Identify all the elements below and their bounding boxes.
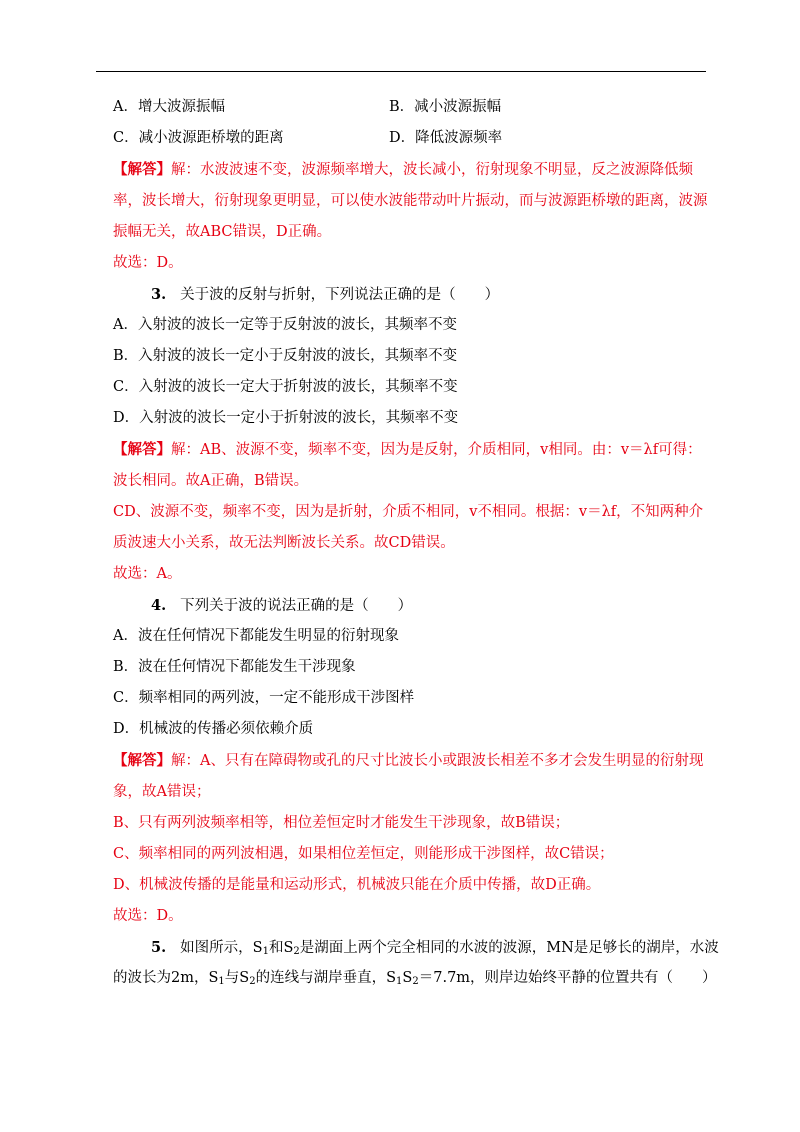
q3-stem-text: 关于波的反射与折射，下列说法正确的是（ ） [180,287,500,303]
q2-answer-text: 解：水波波速不变，波源频率增大，波长减小，衍射现象不明显，反之波源降低频率，波长增大，衍射现象更明显，可以使水波能带动叶片振动，而与波源距桥墩的距离，波源振幅无关，故ABC错误，D正确。 [113,162,708,240]
document-page [113,92,719,994]
q5-text: 如图所示，S [180,940,263,956]
q3-option-c[interactable]: C．入射波的波长一定大于折射波的波长，其频率不变 [113,379,458,395]
q4-answer-b: B、只有两列波频率相等，相位差恒定时才能发生干涉现象，故B错误； [113,815,570,831]
q5-stem-line-1 [113,932,719,963]
answer-tag: 【解答】 [113,441,171,458]
q4-answer-c: C、频率相同的两列波相遇，如果相位差恒定，则能形成干涉图样，故C错误； [113,846,614,862]
subscript: 2 [293,946,300,957]
q2-option-b[interactable]: B．减小波源振幅 [389,99,502,115]
q3-answer [113,434,709,497]
q5-text: 的连线与湖岸垂直，S [255,970,397,986]
q2-option-c[interactable]: C．减小波源距桥墩的距离 [113,130,284,146]
q3-option-b[interactable]: B．入射波的波长一定小于反射波的波长，其频率不变 [113,348,458,364]
q4-option-d[interactable]: D．机械波的传播必须依赖介质 [113,721,314,737]
q4-option-b[interactable]: B．波在任何情况下都能发生干涉现象 [113,659,356,675]
q4-stem [113,590,709,621]
q3-option-d[interactable]: D．入射波的波长一定小于折射波的波长，其频率不变 [113,410,459,426]
answer-tag: 【解答】 [113,752,171,769]
q5-text: 的波长为2m，S [113,970,219,986]
q3-answer-cd: CD、波源不变，频率不变，因为是折射，介质不相同，v不相同。根据：v＝λf，不知两种介质波速大小关系，故无法判断波长关系。故CD错误。 [113,504,704,551]
q4-answer [113,745,709,808]
q4-option-c[interactable]: C．频率相同的两列波，一定不能形成干涉图样 [113,690,415,706]
q4-choice: 故选：D。 [113,908,183,924]
q2-options-row-1 [113,92,709,123]
q5-text: 是湖面上两个完全相同的水波的波源，MN是足够长的湖岸，水波 [299,940,719,956]
q3-choice: 故选：A。 [113,566,182,582]
q5-stem-line-2 [113,963,717,994]
q4-answer-d: D、机械波传播的是能量和运动形式，机械波只能在介质中传播，故D正确。 [113,877,601,893]
header-rule [96,71,706,72]
q3-stem [113,279,709,310]
answer-tag: 【解答】 [113,161,171,178]
q3-answer-text: 解：AB、波源不变，频率不变，因为是反射，介质相同，v相同。由：v＝λf可得：波长相同。故A正确，B错误。 [113,442,702,489]
q3-number: 3. [151,286,167,303]
q3-option-a[interactable]: A．入射波的波长一定等于反射波的波长，其频率不变 [113,317,457,333]
q5-text: S [402,970,413,986]
subscript: 1 [396,976,403,987]
q2-choice: 故选：D。 [113,255,183,271]
q5-text: 和S [268,940,294,956]
q2-option-a[interactable]: A．增大波源振幅 [113,99,225,115]
q4-answer-text: 解：A、只有在障碍物或孔的尺寸比波长小或跟波长相差不多才会发生明显的衍射现象，故A错误； [113,753,704,800]
q4-option-a[interactable]: A．波在任何情况下都能发生明显的衍射现象 [113,628,399,644]
q5-number: 5. [151,939,167,956]
q2-options-row-2 [113,123,709,154]
subscript: 2 [249,976,256,987]
q4-number: 4. [151,597,167,614]
subscript: 1 [262,946,269,957]
subscript: 2 [412,976,419,987]
q2-option-d[interactable]: D．降低波源频率 [389,130,503,146]
subscript: 1 [218,976,225,987]
q2-answer [113,154,709,248]
q5-text: 与S [224,970,250,986]
q5-text: ＝7.7m，则岸边始终平静的位置共有（ ） [418,970,717,986]
q4-stem-text: 下列关于波的说法正确的是（ ） [180,598,413,614]
